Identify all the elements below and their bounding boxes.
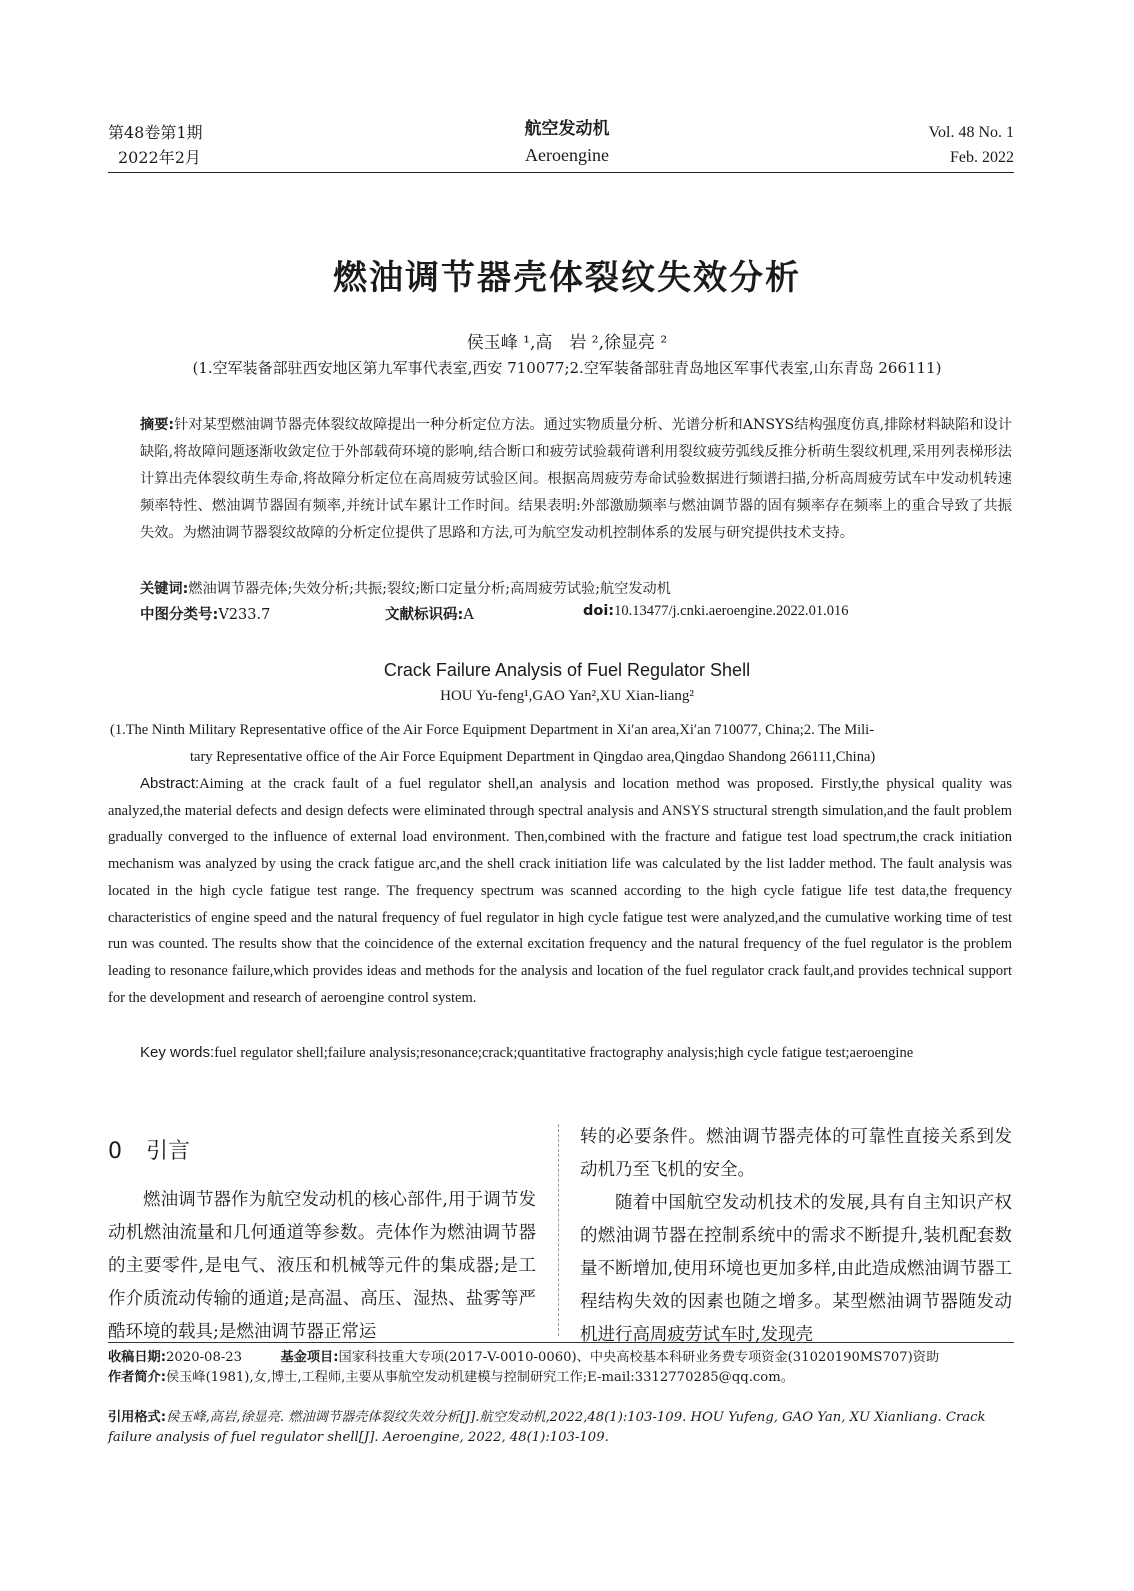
abstract-cn-text: 针对某型燃油调节器壳体裂纹故障提出一种分析定位方法。通过实物质量分析、光谱分析和ANSYS结构强度仿真,排除材料缺陷和设计缺陷,将故障问题逐渐收敛定位于外部载荷环境的影响,结合断口和疲劳试验载荷谱利用裂纹疲劳弧线反推分析萌生裂纹机理,采用列表梯形法计算出壳体裂纹萌生寿命,将故障分析定位在高周疲劳试验区间。根据高周疲劳寿命试验数据进行频谱扫描,分析高周疲劳试车中发动机转速频率特性、燃油调节器固有频率,并统计试车累计工作时间。结果表明:外部激励频率与燃油调节器的固有频率存在频率上的重合导致了共振失效。为燃油调节器裂纹故障的分析定位提供了思路和方法,可为航空发动机控制体系的发展与研究提供技术支持。 xyxy=(140,417,1012,541)
keywords-en-label: Key words: xyxy=(140,1044,215,1061)
body-column-right xyxy=(580,1121,1012,1352)
bio-label: 作者简介: xyxy=(108,1370,167,1385)
authors-cn: 侯玉峰 ¹,高 岩 ²,徐显亮 ² xyxy=(466,333,668,353)
abstract-cn-label: 摘要: xyxy=(140,417,175,433)
affiliation-en-line2: tary Representative office of the Air Force Equipment Department in Qingdao area,Qingdao Shandong 266111,China) xyxy=(190,749,876,765)
body-paragraph: 转的必要条件。燃油调节器壳体的可靠性直接关系到发动机乃至飞机的安全。 xyxy=(580,1127,1012,1180)
abstract-en-label: Abstract: xyxy=(140,775,200,792)
fund-value: 国家科技重大专项(2017-V-0010-0060)、中央高校基本科研业务费专项资金(31020190MS707)资助 xyxy=(338,1350,940,1365)
keywords-cn-label: 关键词: xyxy=(140,581,189,597)
body-paragraph: 随着中国航空发动机技术的发展,具有自主知识产权的燃油调节器在控制系统中的需求不断提升,装机配套数量不断增加,使用环境也更加多样,由此造成燃油调节器工程结构失效的因素也随之增多。某型燃油调节器随发动机进行高周疲劳试车时,发现壳 xyxy=(580,1193,1012,1345)
section-heading xyxy=(108,1134,190,1165)
citation-format xyxy=(108,1408,1012,1448)
affiliation-cn: (1.空军装备部驻西安地区第九军事代表室,西安 710077;2.空军装备部驻青岛地区军事代表室,山东青岛 266111) xyxy=(192,359,942,377)
affiliation-en-line1: (1.The Ninth Military Representative office of the Air Force Equipment Department in Xi′an area,Xi′an 710077, China;2. The Mili- xyxy=(110,722,875,738)
citation-label: 引用格式: xyxy=(108,1410,167,1425)
footnote-author-bio xyxy=(108,1368,1012,1388)
keywords-cn-text: 燃油调节器壳体;失效分析;共振;裂纹;断口定量分析;高周疲劳试验;航空发动机 xyxy=(188,581,671,597)
received-value: 2020-08-23 xyxy=(166,1350,243,1365)
clc-code xyxy=(140,603,270,624)
header-right xyxy=(929,120,1015,170)
journal-name-cn: 航空发动机 xyxy=(524,119,610,139)
keywords-en-text: fuel regulator shell;failure analysis;resonance;crack;quantitative fractography analysis;high cycle fatigue test;aeroengine xyxy=(214,1045,914,1061)
doc-value: A xyxy=(463,607,474,623)
citation-text: 侯玉峰,高岩,徐显亮. 燃油调节器壳体裂纹失效分析[J].航空发动机,2022,48(1):103-109. HOU Yufeng, GAO Yan, XU Xianliang. Crack failure analysis of fuel regulator shell[J]. Aeroengine, 2022, 48(1):103-109. xyxy=(108,1410,986,1445)
footnote-rule xyxy=(108,1342,1014,1343)
footnote-received-fund xyxy=(108,1348,1012,1368)
received-label: 收稿日期: xyxy=(108,1350,167,1365)
header-rule xyxy=(108,172,1014,173)
body-paragraph: 燃油调节器作为航空发动机的核心部件,用于调节发动机燃油流量和几何通道等参数。壳体作为燃油调节器的主要零件,是电气、液压和机械等元件的集成器;是工作介质流动传输的通道;是高温、高压、湿热、盐雾等严酷环境的载具;是燃油调节器正常运 xyxy=(108,1190,536,1342)
abstract-cn xyxy=(140,412,1012,547)
section-title: 引言 xyxy=(146,1139,191,1164)
volume-issue-cn: 第48卷第1期 xyxy=(108,123,203,142)
authors-en: HOU Yu-feng¹,GAO Yan²,XU Xian-liang² xyxy=(440,688,694,704)
document-code xyxy=(385,603,474,624)
date-en: Feb. 2022 xyxy=(950,149,1014,166)
doi-value: 10.13477/j.cnki.aeroengine.2022.01.016 xyxy=(614,603,849,619)
journal-name-en: Aeroengine xyxy=(525,145,609,165)
doc-label: 文献标识码: xyxy=(385,607,464,623)
volume-issue-en: Vol. 48 No. 1 xyxy=(928,124,1014,141)
section-number: 0 xyxy=(108,1139,122,1164)
fund-label: 基金项目: xyxy=(280,1350,339,1365)
body-column-left xyxy=(108,1184,536,1349)
doi xyxy=(583,603,849,620)
clc-label: 中图分类号: xyxy=(140,607,219,623)
keywords-en xyxy=(108,1040,1012,1067)
clc-value: V233.7 xyxy=(218,607,271,623)
paper-title-cn: 燃油调节器壳体裂纹失效分析 xyxy=(333,258,801,298)
bio-value: 侯玉峰(1981),女,博士,工程师,主要从事航空发动机建模与控制研究工作;E-mail:3312770285@qq.com。 xyxy=(166,1370,794,1385)
column-separator xyxy=(558,1124,559,1336)
abstract-en-text: Aiming at the crack fault of a fuel regulator shell,an analysis and location method was proposed. Firstly,the physical quality was analyzed,the material defects and design defects were eliminated through spectral analysis and ANSYS structural strength simulation,and the fault problem gradually converged to the influence of external load environment. Then,combined with the fracture and fatigue test load spectrum,the crack initiation mechanism was analyzed by using the crack fatigue arc,and the shell crack initiation life was calculated by the list ladder method. The fault analysis was located in the high cycle fatigue test range. The frequency spectrum was scanned according to the high cycle fatigue life test data,the frequency characteristics of engine speed and the natural frequency of fuel regulator in high cycle fatigue test were analyzed,and the cumulative working time of test run was counted. The results show that the coincidence of the external excitation frequency and the natural frequency of the fuel regulator is the problem leading to resonance failure,which provides ideas and methods for the analysis and location of the fuel regulator crack fault,and provides technical support for the development and research of aeroengine control system. xyxy=(108,776,1012,1006)
abstract-en xyxy=(108,771,1012,1011)
date-cn: 2022年2月 xyxy=(118,148,201,167)
paper-title-en: Crack Failure Analysis of Fuel Regulator Shell xyxy=(383,660,751,680)
keywords-cn xyxy=(140,576,1012,603)
doi-label: doi: xyxy=(583,603,615,619)
